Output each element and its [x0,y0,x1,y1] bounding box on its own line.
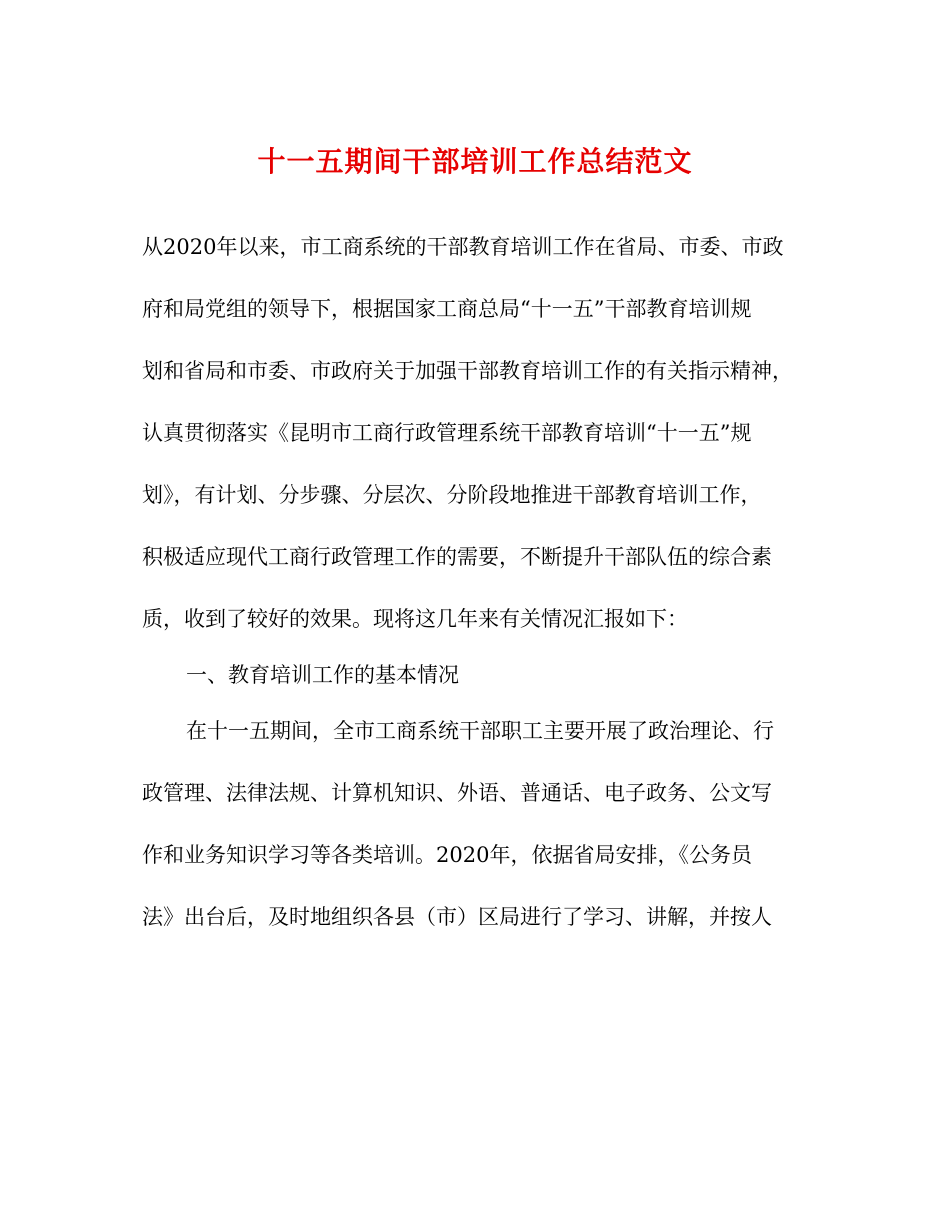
paragraph-line: 从2020年以来，市工商系统的干部教育培训工作在省局、市委、市政 [142,235,784,259]
paragraph-line: 认真贯彻落实《昆明市工商行政管理系统干部教育培训“十一五”规 [142,421,752,445]
paragraph-line: 作和业务知识学习等各类培训。2020年，依据省局安排，《公务员 [142,843,752,867]
document-body [142,222,810,954]
paragraph-line: 质，收到了较好的效果。现将这几年来有关情况汇报如下： [142,607,688,631]
section-heading: 一、教育培训工作的基本情况 [186,663,459,687]
paragraph-line: 法》出台后，及时地组织各县（市）区局进行了学习、讲解，并按人 [142,905,772,929]
paragraph-line: 在十一五期间，全市工商系统干部职工主要开展了政治理论、行 [186,719,774,743]
paragraph-line: 划》，有计划、分步骤、分层次、分阶段地推进干部教育培训工作， [142,483,762,507]
paragraph-line: 积极适应现代工商行政管理工作的需要，不断提升干部队伍的综合素 [142,545,772,569]
paragraph-line: 府和局党组的领导下，根据国家工商总局“十一五”干部教育培训规 [142,297,752,321]
paragraph-line: 划和省局和市委、市政府关于加强干部教育培训工作的有关指示精神， [142,359,793,383]
page-title: 十一五期间干部培训工作总结范文 [257,145,693,178]
paragraph-line: 政管理、法律法规、计算机知识、外语、普通话、电子政务、公文写 [142,781,772,805]
